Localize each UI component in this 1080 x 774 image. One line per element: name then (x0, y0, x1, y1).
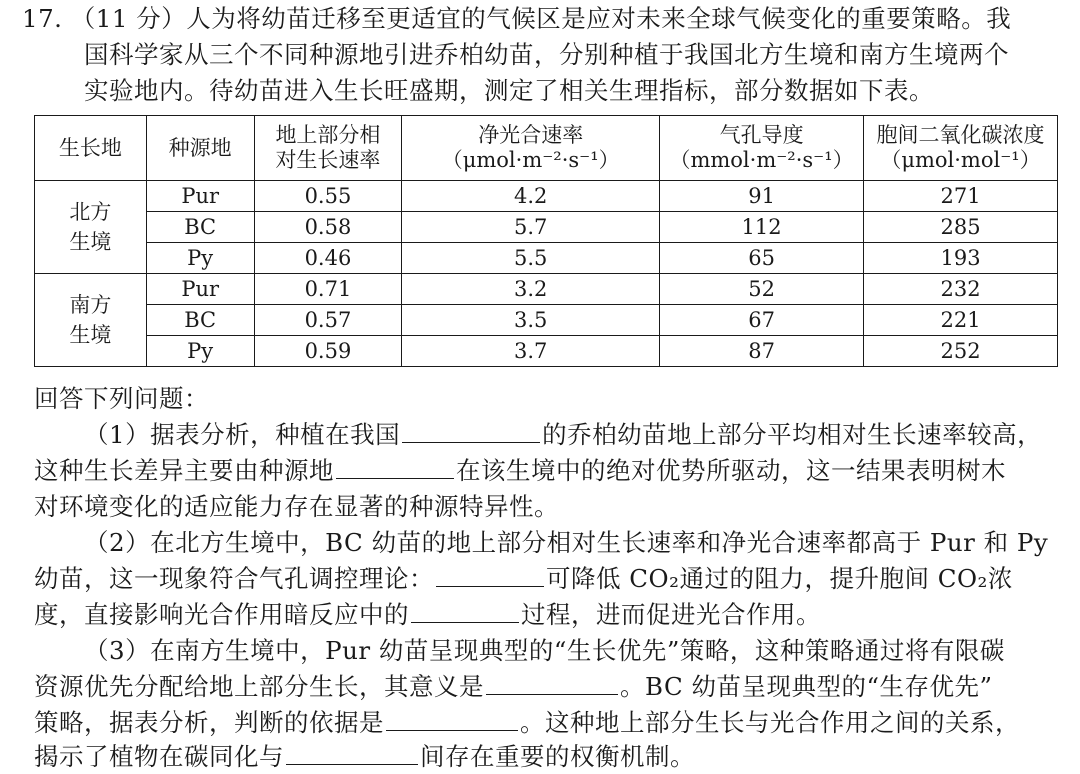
question-stem-line-3: 实验地内。待幼苗进入生长旺盛期，测定了相关生理指标，部分数据如下表。 (84, 76, 934, 105)
cell-co2: 252 (864, 336, 1058, 367)
cell-growth: 0.46 (254, 243, 402, 274)
cell-source: Pur (146, 181, 254, 212)
cell-photosynthesis: 3.2 (402, 274, 660, 305)
sub2-line-3: 度，直接影响光合作用暗反应中的 过程，进而促进光合作用。 (34, 600, 821, 629)
header-intercellular-co2: 胞间二氧化碳浓度 （μmol·mol⁻¹） (864, 116, 1058, 181)
answer-blank-6[interactable] (386, 708, 518, 731)
sub2-line-1: （2）在北方生境中，BC 幼苗的地上部分相对生长速率和净光合速率都高于 Pur 和 Py (84, 528, 1049, 557)
cell-co2: 285 (864, 212, 1058, 243)
cell-stomata: 52 (660, 274, 864, 305)
sub1-line-1: （1）据表分析，种植在我国 的乔柏幼苗地上部分平均相对生长速率较高， (84, 420, 1043, 449)
stem-text-1: 人为将幼苗迁移至更适宜的气候区是应对未来全球气候变化的重要策略。我 (186, 4, 1012, 33)
answer-blank-3[interactable] (436, 564, 544, 587)
cell-growth: 0.58 (254, 212, 402, 243)
table-row (35, 212, 1058, 243)
header-growth: 地上部分相 对生长速率 (254, 116, 402, 181)
cell-growth: 0.57 (254, 305, 402, 336)
table-row (35, 181, 1058, 212)
header-site: 生长地 (35, 116, 147, 181)
header-stomatal-conductance: 气孔导度 （mmol·m⁻²·s⁻¹） (660, 116, 864, 181)
table-header-row (35, 116, 1058, 181)
data-table (34, 115, 1058, 367)
cell-photosynthesis: 4.2 (402, 181, 660, 212)
answer-prompt: 回答下列问题： (34, 384, 209, 413)
cell-source: BC (146, 212, 254, 243)
cell-source: BC (146, 305, 254, 336)
cell-co2: 193 (864, 243, 1058, 274)
question-number: 17. (22, 4, 63, 33)
table-row (35, 336, 1058, 367)
cell-co2: 271 (864, 181, 1058, 212)
answer-blank-4[interactable] (411, 600, 519, 623)
answer-blank-7[interactable] (286, 742, 418, 765)
sub1-line-2: 这种生长差异主要由种源地 在该生境中的绝对优势所驱动，这一结果表明树木 (34, 456, 1006, 485)
question-stem-line-2: 国科学家从三个不同种源地引进乔柏幼苗，分别种植于我国北方生境和南方生境两个 (84, 40, 1009, 69)
cell-growth: 0.55 (254, 181, 402, 212)
sub3-line-2: 资源优先分配给地上部分生长，其意义是 。BC 幼苗呈现典型的“生存优先” (34, 672, 993, 701)
cell-stomata: 112 (660, 212, 864, 243)
header-photosynthesis: 净光合速率 （μmol·m⁻²·s⁻¹） (402, 116, 660, 181)
answer-blank-5[interactable] (486, 672, 618, 695)
cell-source: Py (146, 243, 254, 274)
sub3-line-1: （3）在南方生境中，Pur 幼苗呈现典型的“生长优先”策略，这种策略通过将有限碳 (84, 636, 1005, 665)
answer-blank-2[interactable] (336, 456, 454, 479)
table-row (35, 274, 1058, 305)
sub3-line-4: 揭示了植物在碳同化与 间存在重要的权衡机制。 (34, 742, 695, 771)
site-north: 北方 生境 (35, 181, 147, 274)
answer-blank-1[interactable] (402, 420, 540, 443)
cell-photosynthesis: 3.7 (402, 336, 660, 367)
table-row (35, 243, 1058, 274)
header-source: 种源地 (146, 116, 254, 181)
cell-photosynthesis: 5.5 (402, 243, 660, 274)
cell-photosynthesis: 5.7 (402, 212, 660, 243)
cell-stomata: 91 (660, 181, 864, 212)
sub3-line-3: 策略，据表分析，判断的依据是 。这种地上部分生长与光合作用之间的关系， (34, 708, 1020, 737)
cell-growth: 0.71 (254, 274, 402, 305)
cell-growth: 0.59 (254, 336, 402, 367)
cell-stomata: 87 (660, 336, 864, 367)
cell-photosynthesis: 3.5 (402, 305, 660, 336)
sub2-line-2: 幼苗，这一现象符合气孔调控理论： 可降低 CO₂通过的阻力，提升胞间 CO₂浓 (34, 564, 1013, 593)
table-row (35, 305, 1058, 336)
cell-co2: 232 (864, 274, 1058, 305)
cell-co2: 221 (864, 305, 1058, 336)
cell-source: Py (146, 336, 254, 367)
question-stem-line-1 (22, 4, 1011, 34)
cell-stomata: 67 (660, 305, 864, 336)
question-points: （11 分） (70, 4, 187, 33)
sub1-line-3: 对环境变化的适应能力存在显著的种源特异性。 (34, 492, 559, 521)
site-south: 南方 生境 (35, 274, 147, 367)
cell-source: Pur (146, 274, 254, 305)
cell-stomata: 65 (660, 243, 864, 274)
